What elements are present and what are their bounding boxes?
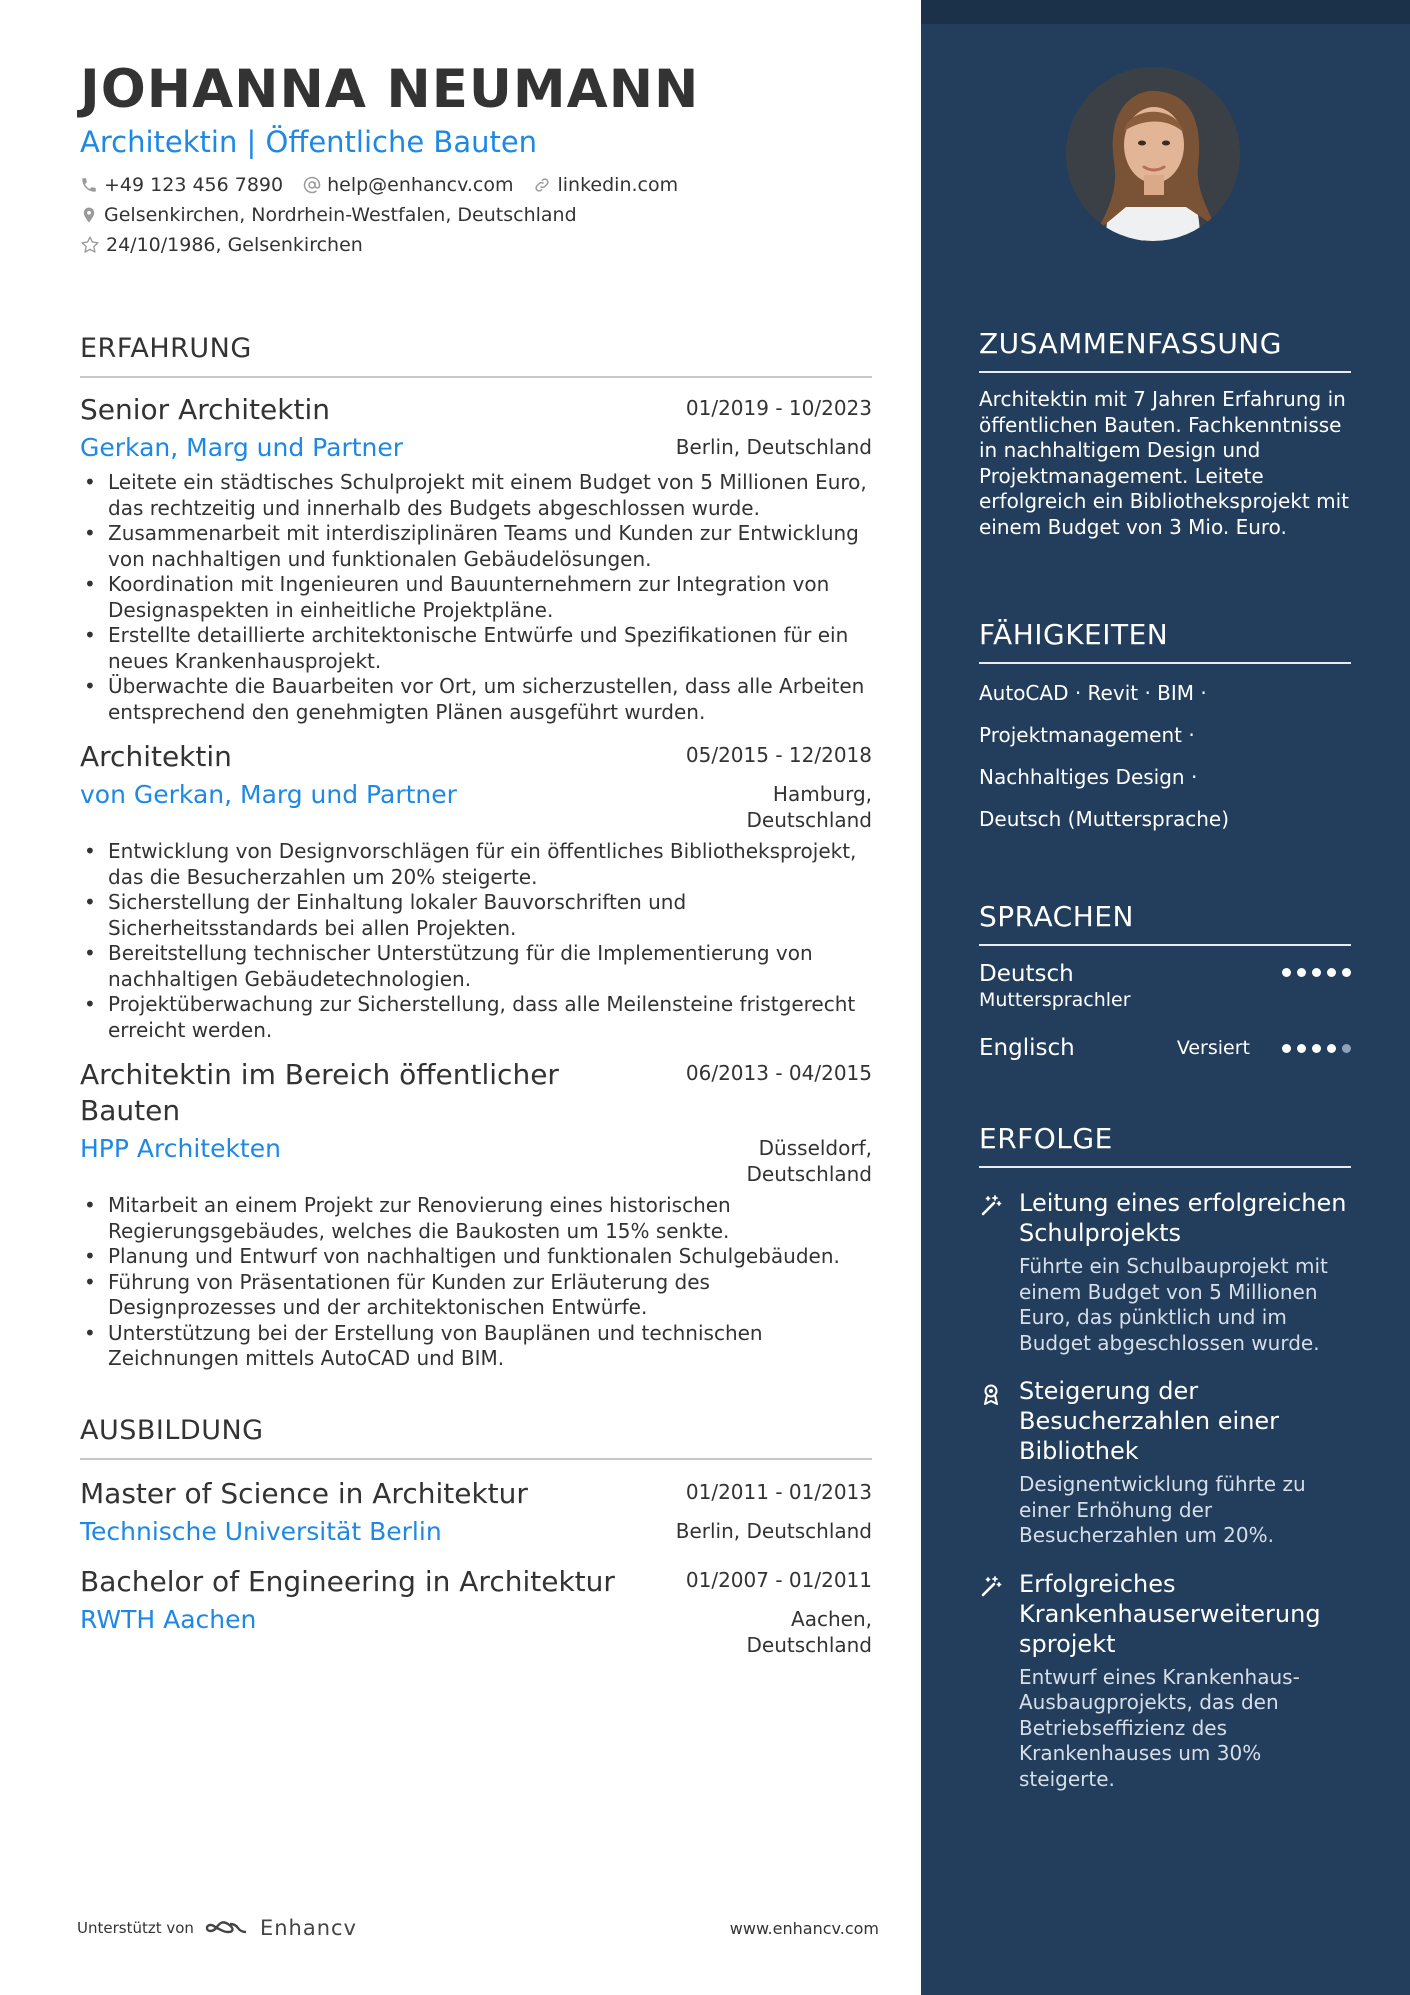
school-name[interactable]: Technische Universität Berlin (80, 1516, 442, 1546)
job-title: Architektin (80, 740, 232, 773)
bullet-item: • Bereitstellung technischer Unterstützung für die Implementierung von nachhaltigen Gebäudetechnologien. (80, 941, 872, 992)
bullet-item: • Unterstützung bei der Erstellung von Bauplänen und technischen Zeichnungen mittels AutoCAD und BIM. (80, 1321, 872, 1372)
job-title: Senior Architektin (80, 393, 330, 426)
phone-icon (80, 176, 98, 194)
education-entry (80, 1476, 872, 1548)
job-location: Düsseldorf, Deutschland (746, 1136, 872, 1186)
bullet-item: • Projektüberwachung zur Sicherstellung, dass alle Meilensteine fristgerecht erreicht werden. (80, 992, 872, 1043)
linkedin-text: linkedin.com (557, 174, 679, 196)
company-name[interactable]: HPP Architekten (80, 1134, 281, 1163)
company-name[interactable]: von Gerkan, Marg und Partner (80, 780, 457, 809)
achievement-description: Designentwicklung führte zu einer Erhöhung der Besucherzahlen um 20%. (1019, 1472, 1306, 1547)
achievement-description: Führte ein Schulbauprojekt mit einem Budget von 5 Millionen Euro, das pünktlich und im Budget abgeschlossen wurde. (1019, 1254, 1328, 1355)
job-date: 01/2019 - 10/2023 (685, 396, 872, 420)
powered-by (77, 1916, 357, 1940)
location-pin-icon (80, 206, 98, 224)
language-item (979, 1034, 1351, 1062)
rating-dot-empty (1342, 1044, 1351, 1053)
education-location: Aachen, Deutschland (746, 1606, 872, 1657)
footer (77, 1916, 879, 1940)
degree-title: Bachelor of Engineering in Architektur (80, 1564, 615, 1598)
birth-text: 24/10/1986, Gelsenkirchen (106, 234, 363, 256)
linkedin-contact[interactable] (533, 174, 678, 196)
summary-title: ZUSAMMENFASSUNG (979, 327, 1351, 373)
sidebar (921, 0, 1410, 1995)
phone-text: +49 123 456 7890 (104, 174, 284, 196)
languages-section (979, 900, 1351, 1062)
bullet-item: • Überwachte die Bauarbeiten vor Ort, um sicherzustellen, dass alle Arbeiten entsprechend den genehmigten Plänen ausgeführt wurden. (80, 674, 872, 725)
achievement-title: Steigerung der Besucherzahlen einer Bibliothek (1019, 1377, 1280, 1465)
achievements-section (979, 1122, 1351, 1792)
at-icon (303, 176, 321, 194)
language-rating (1276, 968, 1351, 977)
powered-by-label: Unterstützt von (77, 1919, 194, 1937)
website-link[interactable]: www.enhancv.com (729, 1918, 879, 1938)
bullet-item: • Leitete ein städtisches Schulprojekt mit einem Budget von 5 Millionen Euro, das rechtzeitig und innerhalb des Budgets abgeschlossen wurde. (80, 470, 872, 521)
main-column (80, 60, 872, 1658)
job-bullets (80, 839, 872, 1043)
education-date: 01/2007 - 01/2011 (685, 1567, 872, 1592)
education-entry (80, 1564, 872, 1658)
job-entry (80, 392, 872, 725)
star-icon (80, 235, 100, 255)
email-text: help@enhancv.com (327, 174, 514, 196)
language-rating (1276, 1044, 1351, 1053)
education-date: 01/2011 - 01/2013 (685, 1479, 872, 1504)
skills-title: FÄHIGKEITEN (979, 618, 1351, 664)
achievement-description: Entwurf eines Krankenhaus-Ausbaugprojekts, das den Betriebseffizienz des Krankenhauses um 30% steigerte. (1019, 1664, 1300, 1791)
magic-wand-icon (979, 1194, 1003, 1218)
rating-dot-filled (1342, 968, 1351, 977)
award-ribbon-icon (979, 1382, 1003, 1406)
summary-section (979, 327, 1351, 540)
rating-dot-filled (1282, 968, 1291, 977)
job-bullets (80, 470, 872, 725)
magic-wand-icon (979, 1575, 1003, 1599)
bullet-item: • Sicherstellung der Einhaltung lokaler Bauvorschriften und Sicherheitsstandards bei allen Projekten. (80, 890, 872, 941)
job-entry (80, 739, 872, 1043)
brand-name[interactable]: Enhancv (259, 1916, 357, 1940)
school-name[interactable]: RWTH Aachen (80, 1604, 257, 1634)
rating-dot-filled (1297, 1044, 1306, 1053)
bullet-item: • Entwicklung von Designvorschlägen für ein öffentliches Bibliotheksprojekt, das die Besucherzahlen um 20% steigerte. (80, 839, 872, 890)
achievements-title: ERFOLGE (979, 1122, 1351, 1168)
job-entry (80, 1057, 872, 1372)
job-date: 06/2013 - 04/2015 (685, 1061, 872, 1085)
bullet-item: • Mitarbeit an einem Projekt zur Renovierung eines historischen Regierungsgebäudes, welches die Baukosten um 15% senkte. (80, 1193, 872, 1244)
job-location: Berlin, Deutschland (675, 435, 872, 459)
education-location: Berlin, Deutschland (675, 1518, 872, 1543)
bullet-item: • Koordination mit Ingenieuren und Bauunternehmern zur Integration von Designaspekten in einheitliche Projektpläne. (80, 572, 872, 623)
languages-title: SPRACHEN (979, 900, 1351, 946)
language-item (979, 960, 1351, 1012)
language-level: Versiert (1176, 1037, 1250, 1059)
location-text: Gelsenkirchen, Nordrhein-Westfalen, Deutschland (104, 204, 577, 226)
candidate-name: JOHANNA NEUMANN (80, 59, 700, 120)
job-date: 05/2015 - 12/2018 (685, 743, 872, 767)
bullet-item: • Planung und Entwurf von nachhaltigen und funktionalen Schulgebäuden. (80, 1244, 872, 1270)
skill-line: Nachhaltiges Design · (979, 765, 1198, 789)
summary-text: Architektin mit 7 Jahren Erfahrung in öffentlichen Bauten. Fachkenntnisse in nachhaltigem Design und Projektmanagement. Leitete erfolgreich ein Bibliotheksprojekt mit einem Budget von 3 Mio. Euro. (979, 387, 1350, 539)
birth-row (80, 234, 872, 256)
achievement-item (979, 1376, 1351, 1549)
company-name[interactable]: Gerkan, Marg und Partner (80, 433, 404, 462)
rating-dot-filled (1327, 968, 1336, 977)
email-contact[interactable] (303, 174, 513, 196)
job-location: Hamburg, Deutschland (746, 782, 872, 832)
phone-contact[interactable] (80, 174, 283, 196)
achievement-title: Leitung eines erfolgreichen Schulprojekts (1019, 1189, 1347, 1247)
rating-dot-filled (1327, 1044, 1336, 1053)
skill-line: Deutsch (Muttersprache) (979, 807, 1229, 831)
candidate-subtitle: Architektin | Öffentliche Bauten (80, 125, 538, 159)
language-level: Muttersprachler (979, 989, 1131, 1011)
rating-dot-filled (1312, 968, 1321, 977)
skill-line: AutoCAD · Revit · BIM · (979, 681, 1207, 705)
bullet-item: • Zusammenarbeit mit interdisziplinären Teams und Kunden zur Entwicklung von nachhaltigen und funktionalen Gebäudelösungen. (80, 521, 872, 572)
language-name: Deutsch (979, 961, 1074, 987)
skills-section (979, 618, 1351, 832)
rating-dot-filled (1312, 1044, 1321, 1053)
job-title: Architektin im Bereich öffentlicher Bauten (80, 1058, 559, 1127)
birth-contact (80, 234, 363, 256)
achievement-title: Erfolgreiches Krankenhauserweiterung sprojekt (1019, 1569, 1321, 1658)
bullet-item: • Führung von Präsentationen für Kunden zur Erläuterung des Designprozesses und der architektonischen Entwürfe. (80, 1270, 872, 1321)
contact-row (80, 174, 872, 196)
achievement-item (979, 1188, 1351, 1356)
degree-title: Master of Science in Architektur (80, 1476, 528, 1510)
location-contact (80, 204, 577, 226)
location-row (80, 204, 872, 226)
education-section-title: AUSBILDUNG (80, 1414, 872, 1460)
link-icon (533, 176, 551, 194)
portrait-illustration (1066, 67, 1240, 241)
language-name: Englisch (979, 1035, 1075, 1061)
sidebar-top-bar (921, 0, 1410, 24)
bullet-item: • Erstellte detaillierte architektonische Entwürfe und Spezifikationen für ein neues Krankenhausprojekt. (80, 623, 872, 674)
rating-dot-filled (1297, 968, 1306, 977)
enhancv-logo-icon (204, 1916, 252, 1940)
skill-line: Projektmanagement · (979, 723, 1195, 747)
profile-photo (1066, 67, 1240, 241)
experience-section-title: ERFAHRUNG (80, 332, 872, 378)
achievement-item (979, 1569, 1351, 1793)
job-bullets (80, 1193, 872, 1372)
rating-dot-filled (1282, 1044, 1291, 1053)
